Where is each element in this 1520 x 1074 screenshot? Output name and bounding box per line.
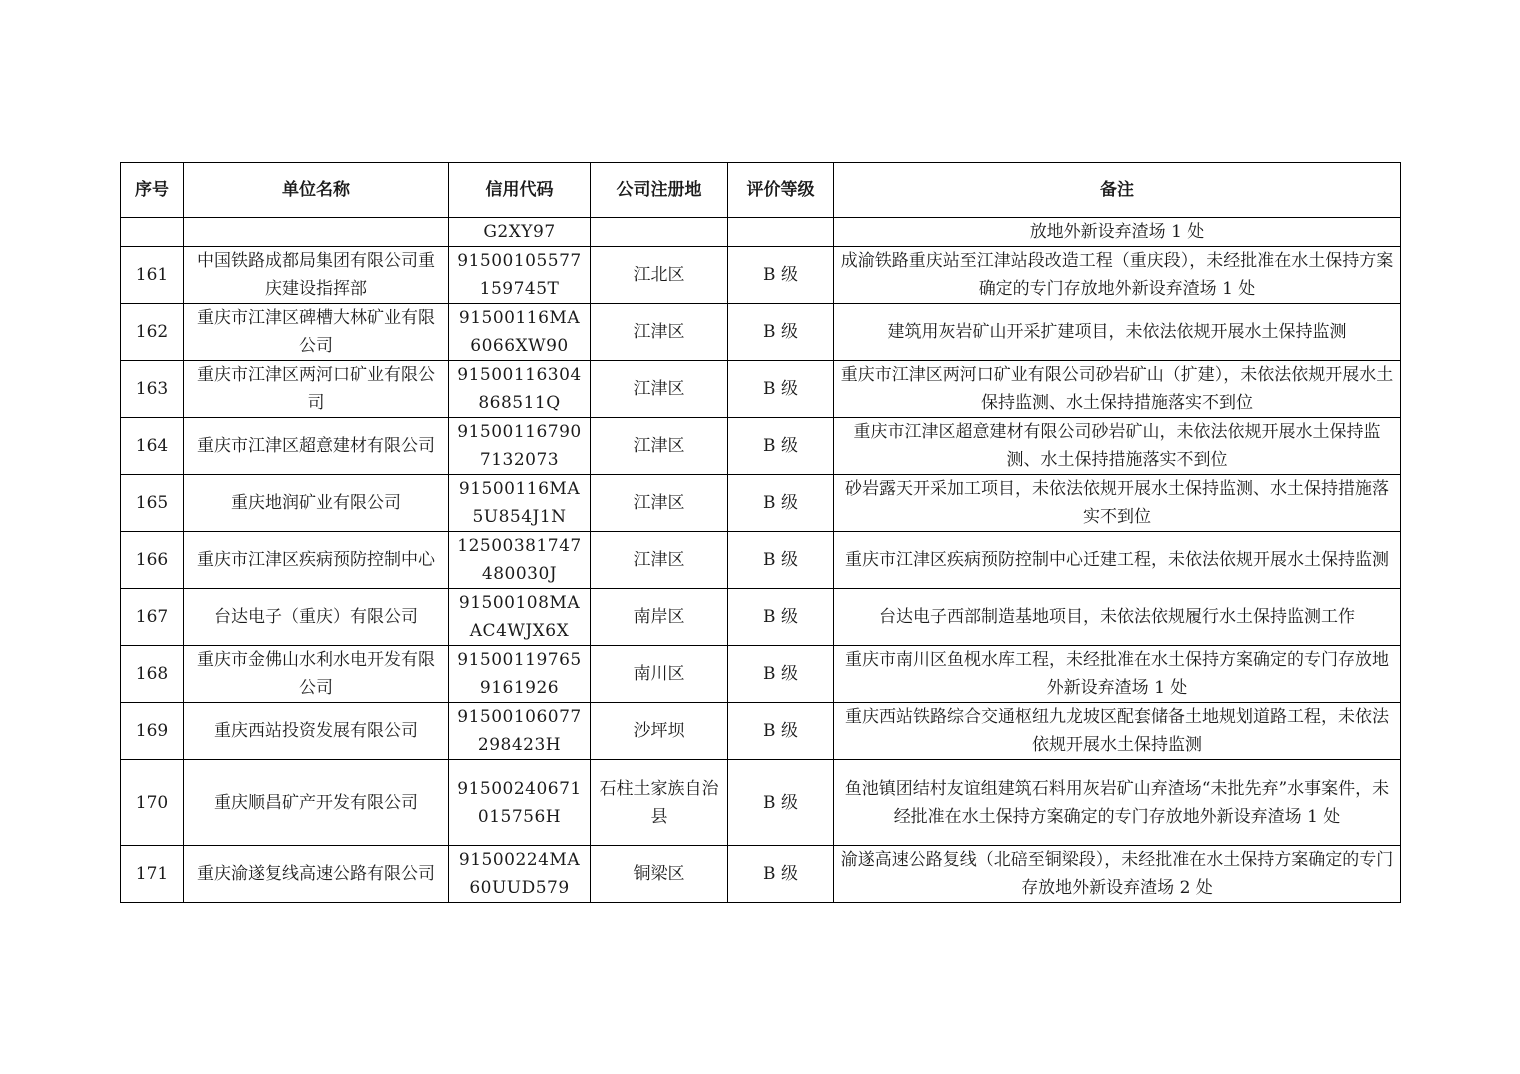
cell-remark: 重庆市南川区鱼枧水库工程，未经批准在水土保持方案确定的专门存放地外新设弃渣场 1 处 (834, 646, 1401, 703)
cell-grade: B 级 (728, 589, 834, 646)
cell-name (184, 218, 449, 247)
table-row (121, 589, 1401, 646)
cell-grade (728, 218, 834, 247)
table-row (121, 304, 1401, 361)
cell-region: 铜梁区 (591, 846, 728, 903)
cell-remark: 重庆市江津区超意建材有限公司砂岩矿山，未依法依规开展水土保持监测、水土保持措施落实不到位 (834, 418, 1401, 475)
cell-region (591, 218, 728, 247)
cell-remark: 砂岩露天开采加工项目，未依法依规开展水土保持监测、水土保持措施落实不到位 (834, 475, 1401, 532)
cell-code: 12500381747480030J (449, 532, 591, 589)
cell-region: 江北区 (591, 247, 728, 304)
cell-code: G2XY97 (449, 218, 591, 247)
table-row (121, 760, 1401, 846)
table-row (121, 646, 1401, 703)
cell-seq: 169 (121, 703, 184, 760)
header-name: 单位名称 (184, 163, 449, 218)
cell-name: 重庆顺昌矿产开发有限公司 (184, 760, 449, 846)
cell-seq: 167 (121, 589, 184, 646)
cell-remark: 台达电子西部制造基地项目，未依法依规履行水土保持监测工作 (834, 589, 1401, 646)
cell-name: 重庆市江津区两河口矿业有限公司 (184, 361, 449, 418)
cell-remark: 成渝铁路重庆站至江津站段改造工程（重庆段），未经批准在水土保持方案确定的专门存放地外新设弃渣场 1 处 (834, 247, 1401, 304)
header-code: 信用代码 (449, 163, 591, 218)
cell-code: 91500108MAAC4WJX6X (449, 589, 591, 646)
cell-grade: B 级 (728, 646, 834, 703)
cell-region: 南川区 (591, 646, 728, 703)
cell-region: 江津区 (591, 532, 728, 589)
cell-name: 重庆市江津区碑槽大林矿业有限公司 (184, 304, 449, 361)
table-row (121, 361, 1401, 418)
header-grade: 评价等级 (728, 163, 834, 218)
cell-remark: 鱼池镇团结村友谊组建筑石料用灰岩矿山弃渣场“未批先弃”水事案件，未经批准在水土保持方案确定的专门存放地外新设弃渣场 1 处 (834, 760, 1401, 846)
credit-evaluation-table (120, 162, 1401, 903)
cell-code: 91500116MA5U854J1N (449, 475, 591, 532)
cell-remark: 建筑用灰岩矿山开采扩建项目，未依法依规开展水土保持监测 (834, 304, 1401, 361)
cell-seq: 163 (121, 361, 184, 418)
cell-remark: 放地外新设弃渣场 1 处 (834, 218, 1401, 247)
cell-remark: 重庆西站铁路综合交通枢纽九龙坡区配套储备土地规划道路工程，未依法依规开展水土保持监测 (834, 703, 1401, 760)
cell-name: 重庆市金佛山水利水电开发有限公司 (184, 646, 449, 703)
table-row (121, 247, 1401, 304)
header-remark: 备注 (834, 163, 1401, 218)
cell-grade: B 级 (728, 475, 834, 532)
cell-code: 91500106077298423H (449, 703, 591, 760)
cell-code: 915001167907132073 (449, 418, 591, 475)
cell-region: 沙坪坝 (591, 703, 728, 760)
header-row (121, 163, 1401, 218)
cell-grade: B 级 (728, 304, 834, 361)
cell-seq: 171 (121, 846, 184, 903)
cell-code: 91500105577159745T (449, 247, 591, 304)
cell-name: 台达电子（重庆）有限公司 (184, 589, 449, 646)
cell-code: 91500116304868511Q (449, 361, 591, 418)
cell-seq: 166 (121, 532, 184, 589)
cell-name: 重庆渝遂复线高速公路有限公司 (184, 846, 449, 903)
cell-grade: B 级 (728, 846, 834, 903)
cell-code: 915001197659161926 (449, 646, 591, 703)
cell-code: 91500240671015756H (449, 760, 591, 846)
cell-name: 中国铁路成都局集团有限公司重庆建设指挥部 (184, 247, 449, 304)
cell-region: 江津区 (591, 418, 728, 475)
cell-grade: B 级 (728, 703, 834, 760)
cell-remark: 重庆市江津区疾病预防控制中心迁建工程，未依法依规开展水土保持监测 (834, 532, 1401, 589)
table-row (121, 532, 1401, 589)
table-row (121, 846, 1401, 903)
cell-seq: 162 (121, 304, 184, 361)
header-region: 公司注册地 (591, 163, 728, 218)
table-row (121, 218, 1401, 247)
header-seq: 序号 (121, 163, 184, 218)
cell-seq: 165 (121, 475, 184, 532)
cell-seq: 164 (121, 418, 184, 475)
cell-grade: B 级 (728, 532, 834, 589)
cell-name: 重庆市江津区超意建材有限公司 (184, 418, 449, 475)
cell-region: 南岸区 (591, 589, 728, 646)
cell-grade: B 级 (728, 247, 834, 304)
table-row (121, 703, 1401, 760)
cell-seq: 168 (121, 646, 184, 703)
cell-remark: 渝遂高速公路复线（北碚至铜梁段），未经批准在水土保持方案确定的专门存放地外新设弃渣场 2 处 (834, 846, 1401, 903)
cell-grade: B 级 (728, 418, 834, 475)
cell-region: 江津区 (591, 361, 728, 418)
cell-region: 江津区 (591, 475, 728, 532)
cell-region: 江津区 (591, 304, 728, 361)
cell-grade: B 级 (728, 760, 834, 846)
table-row (121, 418, 1401, 475)
cell-seq: 170 (121, 760, 184, 846)
cell-seq (121, 218, 184, 247)
cell-name: 重庆地润矿业有限公司 (184, 475, 449, 532)
cell-seq: 161 (121, 247, 184, 304)
cell-name: 重庆西站投资发展有限公司 (184, 703, 449, 760)
cell-code: 91500116MA6066XW90 (449, 304, 591, 361)
table-row (121, 475, 1401, 532)
cell-name: 重庆市江津区疾病预防控制中心 (184, 532, 449, 589)
cell-remark: 重庆市江津区两河口矿业有限公司砂岩矿山（扩建），未依法依规开展水土保持监测、水土保持措施落实不到位 (834, 361, 1401, 418)
cell-region: 石柱土家族自治县 (591, 760, 728, 846)
cell-code: 91500224MA60UUD579 (449, 846, 591, 903)
cell-grade: B 级 (728, 361, 834, 418)
